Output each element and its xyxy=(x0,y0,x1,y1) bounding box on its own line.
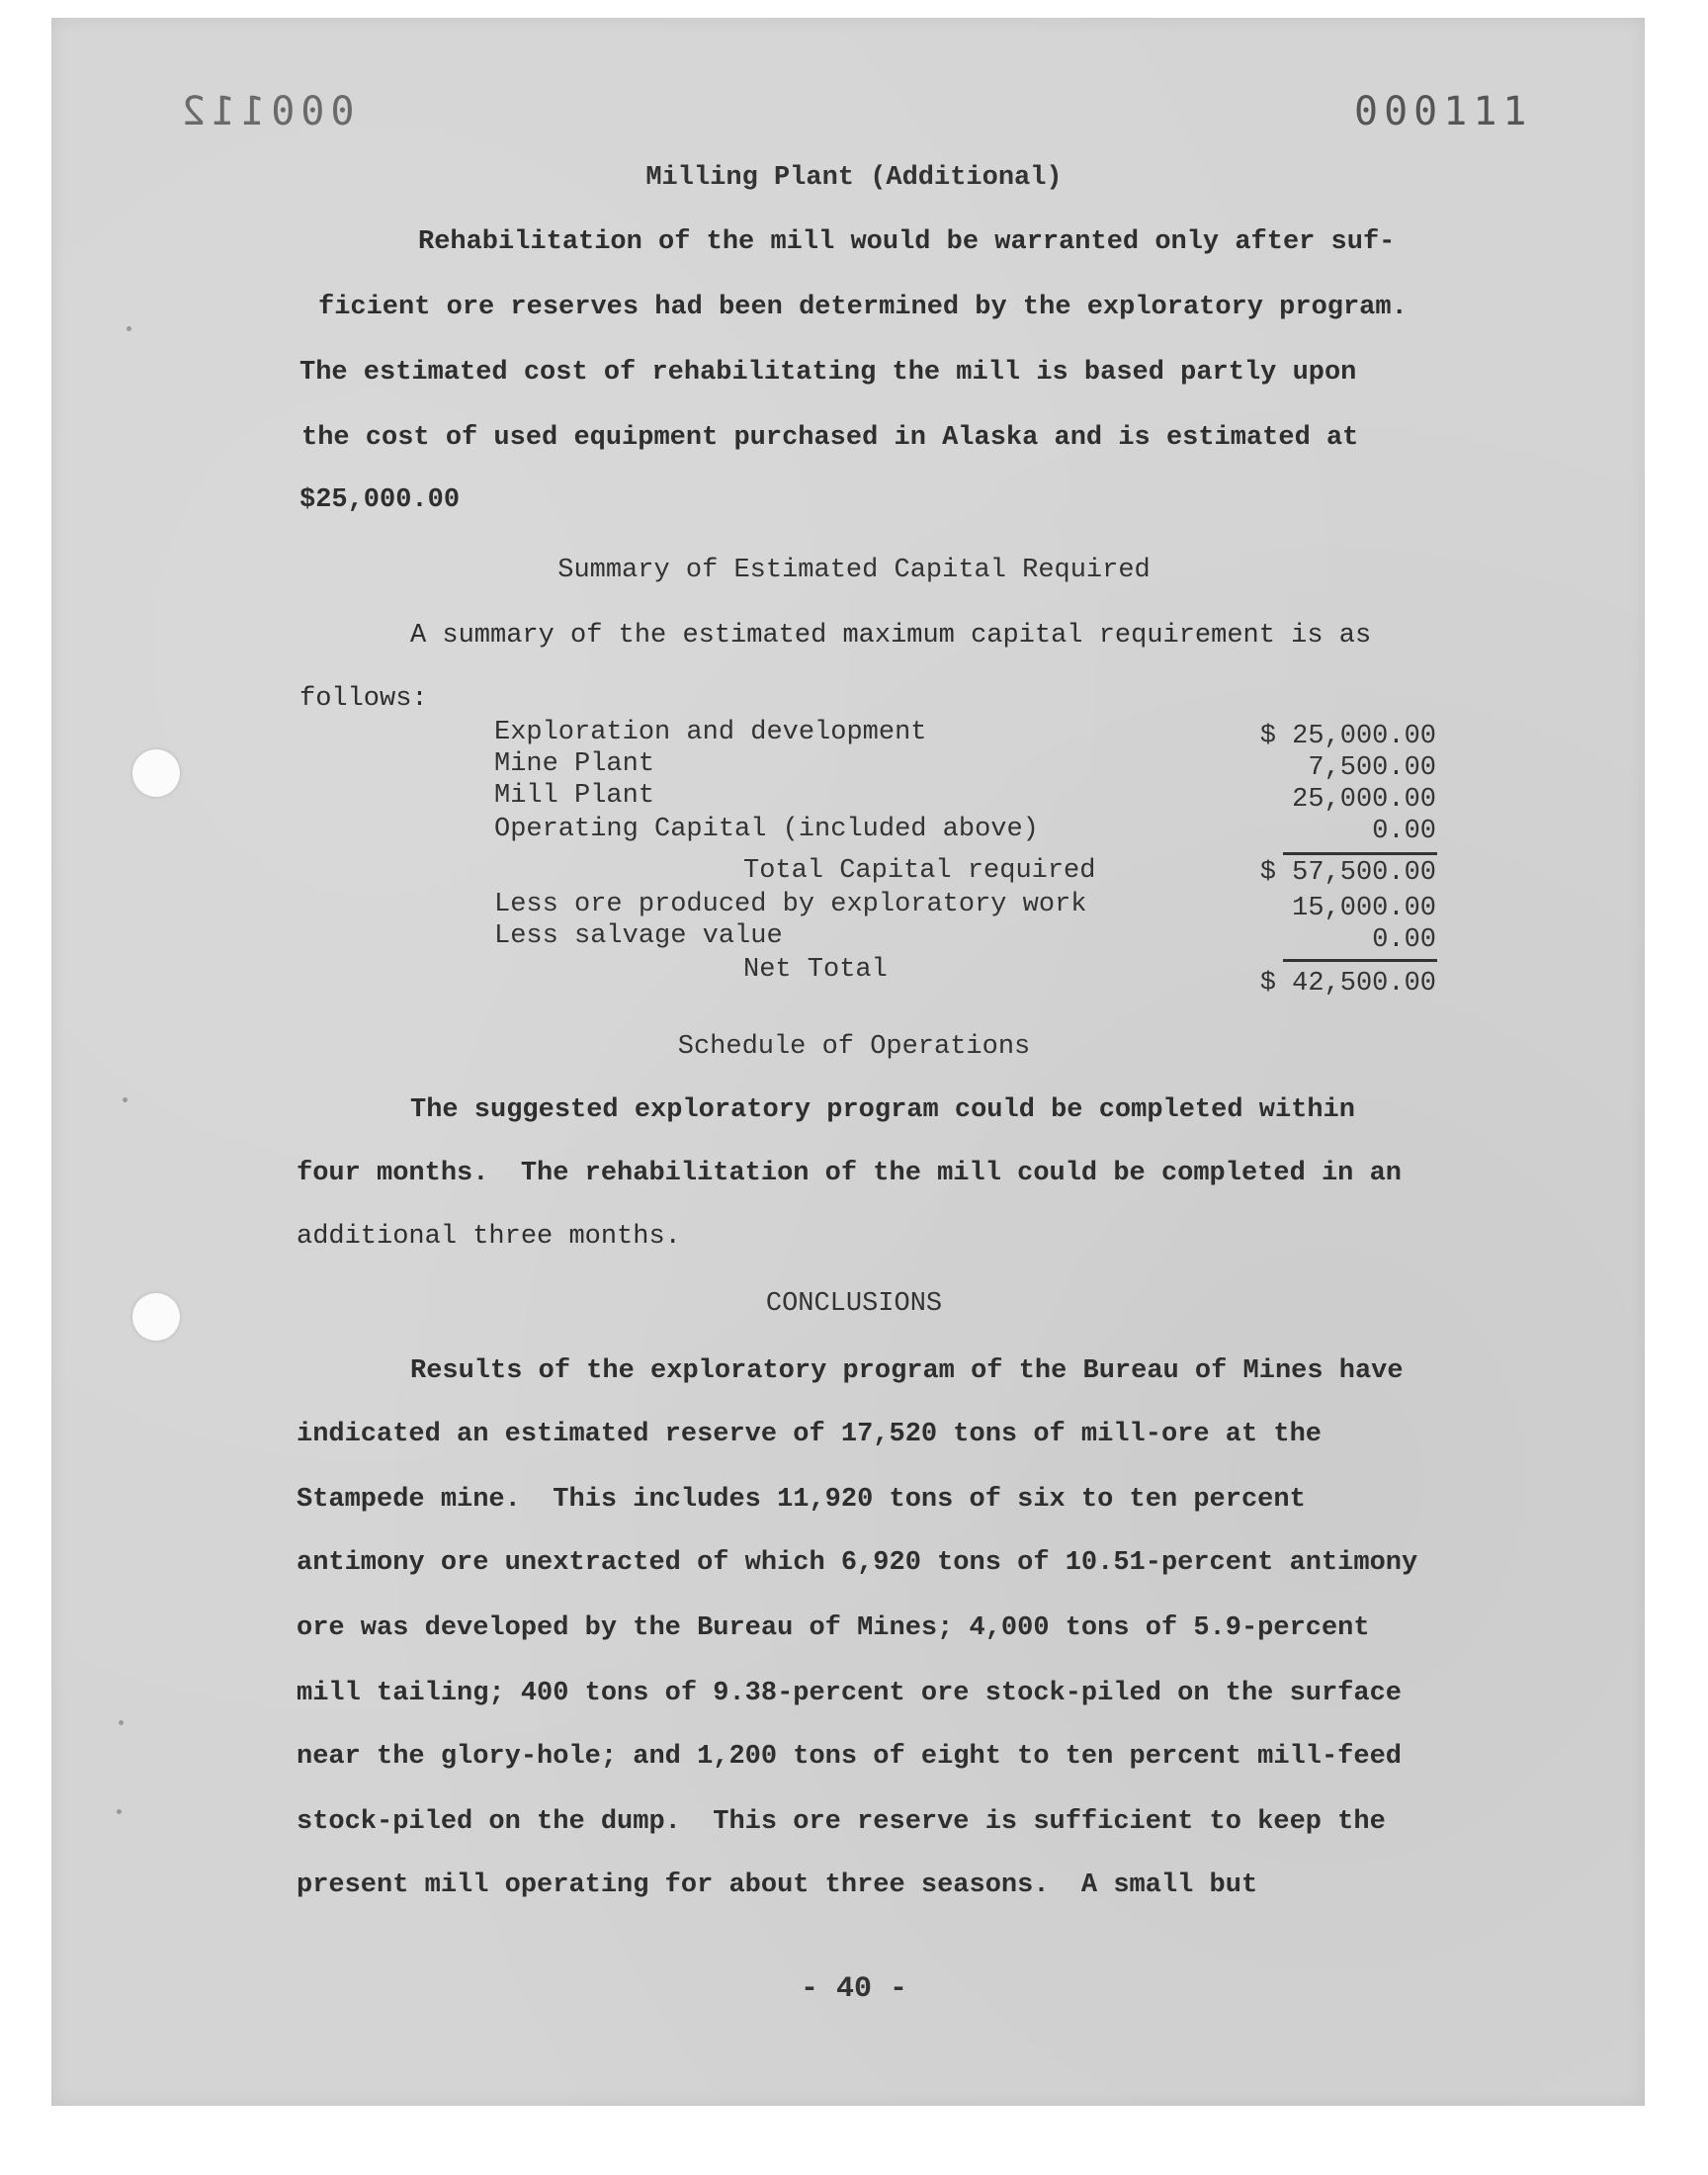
scan-speck xyxy=(127,326,131,331)
schedule-paragraph-line: The suggested exploratory program could be completed within xyxy=(410,1095,1355,1125)
conclusions-paragraph-line: antimony ore unextracted of which 6,920 tons of 10.51-percent antimony xyxy=(297,1548,1418,1578)
capital-row-amount: 7,500.00 xyxy=(1308,753,1436,783)
schedule-heading: Schedule of Operations xyxy=(677,1032,1031,1062)
conclusions-paragraph-line: present mill operating for about three seasons. A small but xyxy=(297,1870,1258,1900)
schedule-paragraph-line: additional three months. xyxy=(297,1222,681,1252)
milling-paragraph-line: $25,000.00 xyxy=(299,485,461,515)
capital-row-label: Less salvage value xyxy=(494,921,783,951)
scan-speck xyxy=(123,1097,128,1102)
scan-speck xyxy=(119,1720,124,1725)
capital-row-amount: 0.00 xyxy=(1372,817,1436,846)
conclusions-paragraph-line: Results of the exploratory program of the Bureau of Mines have xyxy=(410,1356,1404,1386)
capital-row-label: Operating Capital (included above) xyxy=(494,815,1039,844)
conclusions-paragraph-line: near the glory-hole; and 1,200 tons of eight to ten percent mill-feed xyxy=(297,1742,1402,1772)
capital-row-label: Less ore produced by exploratory work xyxy=(494,890,1087,919)
capital-row-amount: 0.00 xyxy=(1372,925,1436,955)
conclusions-paragraph-line: mill tailing; 400 tons of 9.38-percent ore stock-piled on the surface xyxy=(297,1679,1402,1708)
net-total-label: Net Total xyxy=(743,955,888,985)
milling-paragraph-line: the cost of used equipment purchased in Alaska and is estimated at xyxy=(301,423,1359,453)
capital-total-amount: $ 57,500.00 xyxy=(1259,858,1436,888)
conclusions-paragraph-line: indicated an estimated reserve of 17,520 tons of mill-ore at the xyxy=(297,1420,1322,1449)
milling-plant-heading: Milling Plant (Additional) xyxy=(645,163,1063,193)
net-total-rule xyxy=(1283,959,1437,962)
milling-paragraph-line: The estimated cost of rehabilitating the mill is based partly upon xyxy=(299,358,1357,388)
conclusions-heading: CONCLUSIONS xyxy=(765,1289,943,1319)
summary-heading: Summary of Estimated Capital Required xyxy=(557,556,1151,585)
capital-row-label: Mill Plant xyxy=(494,781,655,811)
capital-row-amount: 25,000.00 xyxy=(1292,785,1436,815)
capital-row-label: Mine Plant xyxy=(494,749,655,779)
conclusions-paragraph-line: ore was developed by the Bureau of Mines; 4,000 tons of 5.9-percent xyxy=(297,1613,1370,1643)
conclusions-paragraph-line: stock-piled on the dump. This ore reserve is sufficient to keep the xyxy=(297,1807,1386,1837)
capital-total-label: Total Capital required xyxy=(743,856,1096,886)
capital-row-label: Exploration and development xyxy=(494,718,927,747)
page-number: - 40 - xyxy=(800,1972,908,2006)
summary-intro-line: A summary of the estimated maximum capital requirement is as xyxy=(410,621,1372,651)
subtotal-rule xyxy=(1283,852,1437,855)
summary-intro-line: follows: xyxy=(299,684,428,714)
document-page xyxy=(51,18,1645,2106)
schedule-paragraph-line: four months. The rehabilitation of the mill could be completed in an xyxy=(297,1159,1402,1188)
archive-number-stamp-right: 000111 xyxy=(1354,89,1533,134)
capital-row-amount: 15,000.00 xyxy=(1292,894,1436,923)
scan-speck xyxy=(117,1809,122,1814)
net-total-amount: $ 42,500.00 xyxy=(1259,969,1436,999)
conclusions-paragraph-line: Stampede mine. This includes 11,920 tons of six to ten percent xyxy=(297,1485,1306,1515)
capital-row-amount: $ 25,000.00 xyxy=(1259,722,1436,751)
milling-paragraph-line: ficient ore reserves had been determined by the exploratory program. xyxy=(318,293,1408,322)
archive-number-stamp-left: 000112 xyxy=(176,89,355,134)
milling-paragraph-line: Rehabilitation of the mill would be warranted only after suf- xyxy=(418,227,1396,257)
punch-hole-upper xyxy=(132,749,180,797)
